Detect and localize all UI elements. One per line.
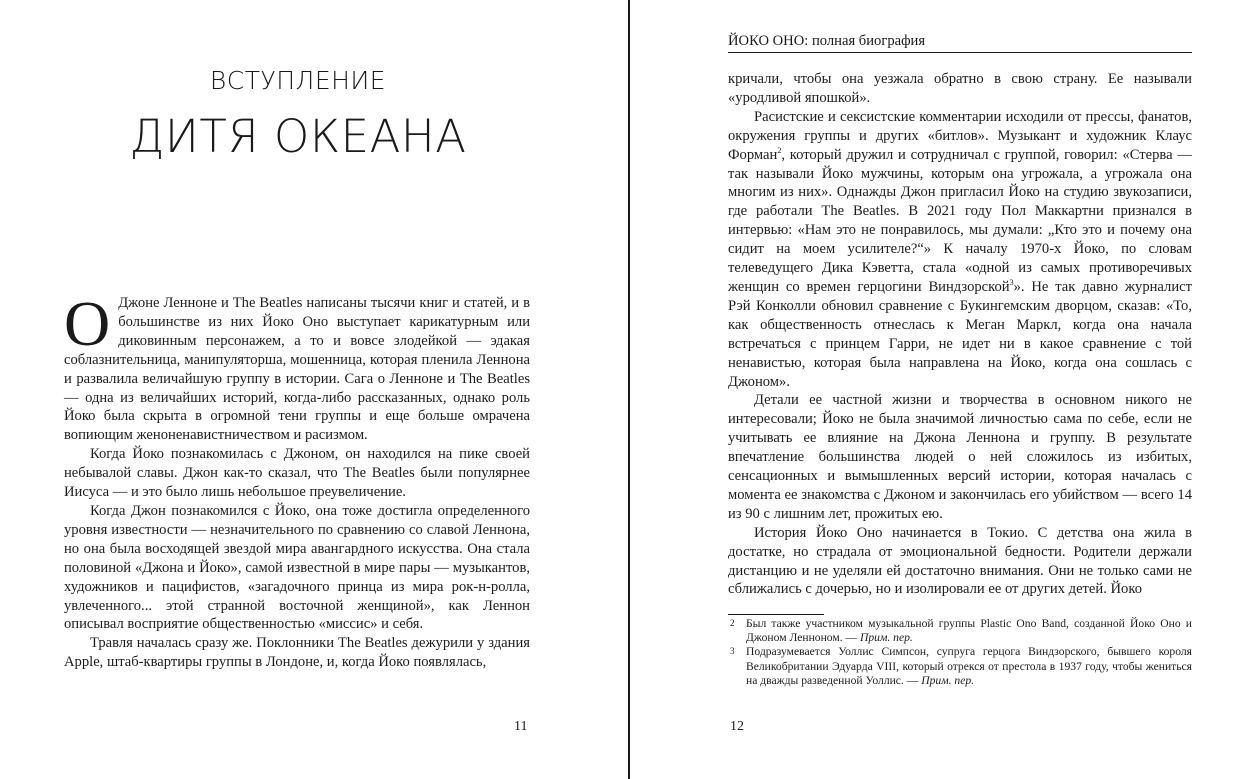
- paragraph-text: Расистские и сексистские комментарии исходили от прессы, фанатов, окружения группы и других «битлов». Музыкант и художник Клаус Форман: [728, 108, 1192, 163]
- running-head: ЙОКО ОНО: полная биография: [728, 33, 926, 49]
- translator-note: Прим. пер.: [921, 673, 975, 687]
- paragraph: Когда Джон познакомился с Йоко, она тоже достигла определенного уровня известности — незначительного по сравнению со славой Леннона, но она была восходящей звездой мира авангардного искусства. Она стала половиной «Джона и Йоко», самой известной в мире пары — музыкантов, художников и пацифистов, «загадочного принца из мира рок-н-ролла, увлеченного... этой странной восточной женщиной», как Леннон описывал восприятие общественностью «миссис» и себя.: [64, 502, 530, 633]
- footnote-ref[interactable]: 2: [777, 145, 782, 155]
- chapter-label: ВСТУПЛЕНИЕ: [209, 66, 387, 95]
- right-page: [630, 0, 1260, 779]
- running-head-rule: [728, 52, 1192, 53]
- footnote: [728, 645, 1192, 688]
- paragraph: [64, 288, 530, 445]
- drop-cap: О: [64, 288, 111, 359]
- page-number-left: 11: [514, 719, 528, 734]
- paragraph: Травля началась сразу же. Поклонники The Beatles дежурили у здания Apple, штаб-квартиры группы в Лондоне, и, когда Йоко появлялась,: [64, 635, 530, 671]
- paragraph-text: Джоне Ленноне и The Beatles написаны тысячи книг и статей, и в большинстве из них Йоко Оно выступает карикатурным или диковинным персонажем, а то и вовсе злодейкой — эдакая соблазнительница, манипуляторша, мошенница, которая пленила Леннона и развалила величайшую группу в истории. Сага о Ленноне и The Beatles — одна из величайших историй, когда-либо рассказанных, однако роль Йоко была скрыта в огромной тени группы и еще больше омрачена вопиющим женоненавистничеством и расизмом.: [64, 295, 530, 444]
- footnote-text: Подразумевается Уоллис Симпсон, супруга герцога Виндзорского, бывшего короля Великобритании Эдуарда VIII, который отрекся от престола в 1937 году, чтобы жениться на дважды разведенной Уоллис. —: [746, 645, 1192, 687]
- footnote-rule: [728, 614, 824, 615]
- left-page: [0, 0, 628, 779]
- paragraph-text: , который дружил и сотрудничал с группой, говорил: «Стерва — так называли Йоко мужчины, которым она угрожала, а угрожала она многим из них». Однажды Джон пригласил Йоко на студию звукозаписи, где работали The Beatles. В 2021 году Пол Маккартни признался в интервью: «Нам это не понравилось, мы думали: „Кто это и почему она сидит на моем усилителе?“» К началу 1970-х Йоко, по словам телеведущего Дика Кэветта, стала «одной из самых противоречивых женщин со времен герцогини Виндзорской: [728, 146, 1192, 295]
- footnote-number: 3: [730, 646, 735, 657]
- left-body-text: [64, 288, 530, 672]
- footnote: [728, 617, 1192, 645]
- paragraph: Детали ее частной жизни и творчества в основном никого не интересовали; Йоко не была значимой личностью сама по себе, если не учитывать ее влияние на Джона Леннона и группу. В результате впечатление большинства людей о ней сложилось из избитых, сенсационных и вымышленных версий истории, которая началась с момента ее знакомства с Джоном и закончилась его убийством — всего 14 из 90 с лишним лет, прожитых ею.: [728, 392, 1192, 522]
- footnotes: [728, 617, 1192, 688]
- paragraph: История Йоко Оно начинается в Токио. С детства она жила в достатке, но страдала от эмоциональной бедности. Родители держали дистанцию и не уделяли ей достаточно внимания. Они не только сами не сближались с дочерью, но и изолировали ее от других детей. Йоко: [728, 524, 1192, 598]
- translator-note: Прим. пер.: [859, 631, 913, 645]
- paragraph: кричали, чтобы она уезжала обратно в свою страну. Ее называли «уродливой япошкой».: [728, 71, 1192, 106]
- paragraph: [728, 108, 1192, 392]
- right-body-text: [728, 70, 1192, 599]
- page-number-right: 12: [730, 719, 744, 734]
- paragraph: Когда Йоко познакомилась с Джоном, он находился на пике своей небывалой славы. Джон как-то сказал, что The Beatles были популярнее Иисуса — и это было лишь небольшое преувеличение.: [64, 446, 530, 501]
- chapter-title: ДИТЯ ОКЕАНА: [129, 110, 467, 163]
- footnote-ref[interactable]: 3: [1009, 278, 1014, 288]
- footnote-number: 2: [730, 618, 735, 628]
- paragraph-text: ». Не так давно журналист Рэй Конколли обновил сравнение с Букингемским дворцом, сказав: «То, как общественность отнеслась к Меган Маркл, когда она начала встречаться с принцем Гарри, не идет ни в какое сравнение с той ненавистью, которая была направлена на Йоко, когда она сошлась с Джоном».: [728, 278, 1192, 390]
- footnote-text: Был также участником музыкальной группы Plastic Ono Band, созданной Йоко Оно и Джоном Ленноном. —: [746, 617, 1192, 645]
